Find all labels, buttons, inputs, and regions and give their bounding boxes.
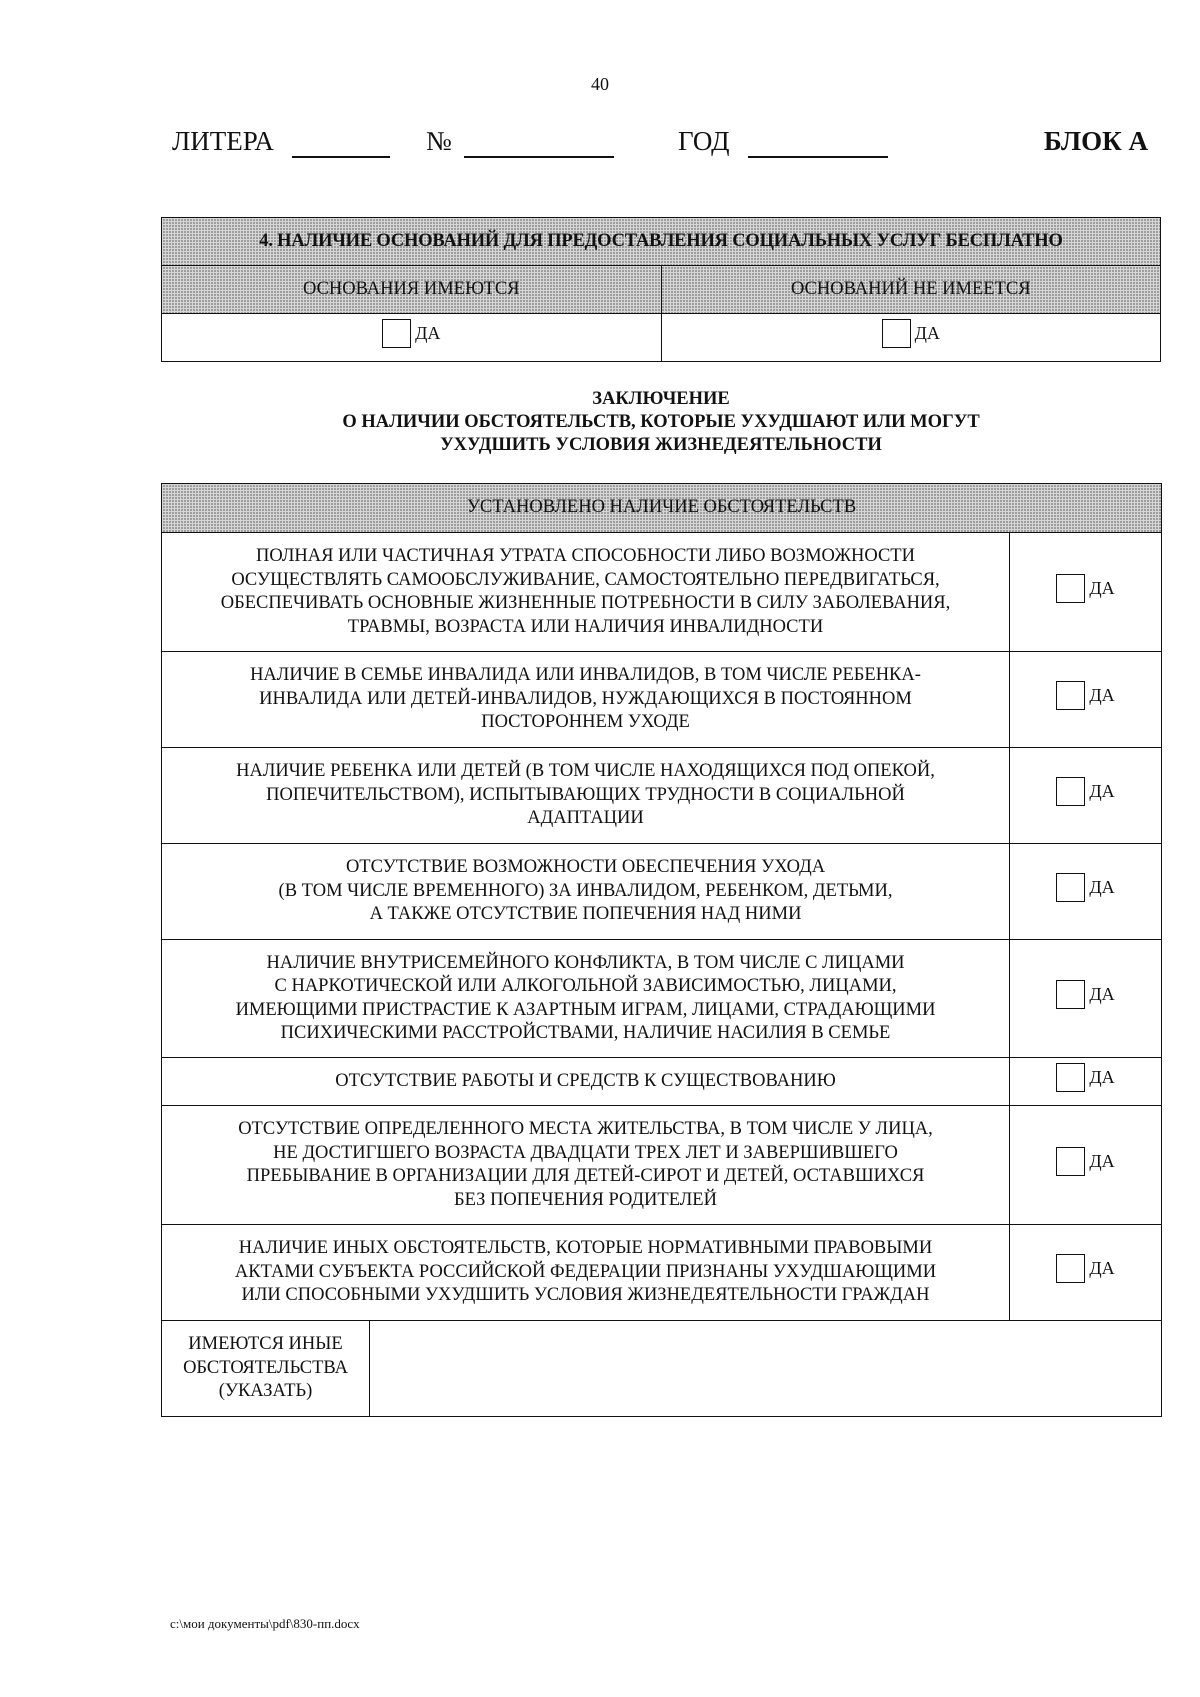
circumstance-checkbox[interactable] xyxy=(1056,574,1085,603)
text-line: С НАРКОТИЧЕСКОЙ ИЛИ АЛКОГОЛЬНОЙ ЗАВИСИМОСТЬЮ, ЛИЦАМИ, xyxy=(274,976,897,996)
text-line: ИМЕЮЩИМИ ПРИСТРАСТИЕ К АЗАРТНЫМ ИГРАМ, ЛИЦАМИ, СТРАДАЮЩИМИ xyxy=(235,999,936,1020)
yes-label: ДА xyxy=(1089,1150,1115,1171)
conclusion-line: УХУДШИТЬ УСЛОВИЯ ЖИЗНЕДЕЯТЕЛЬНОСТИ xyxy=(440,435,882,455)
litera-field[interactable] xyxy=(292,156,390,158)
text-line: БЕЗ ПОПЕЧЕНИЯ РОДИТЕЛЕЙ xyxy=(454,1189,717,1210)
text-line: АКТАМИ СУБЪЕКТА РОССИЙСКОЙ ФЕДЕРАЦИИ ПРИЗНАНЫ УХУДШАЮЩИМИ xyxy=(234,1261,937,1282)
circumstance-text xyxy=(162,1106,1010,1225)
circumstance-checkbox[interactable] xyxy=(1056,980,1085,1009)
footer-file-path: c:\мои документы\pdf\830-пп.docx xyxy=(170,1616,360,1631)
circumstance-text xyxy=(162,533,1010,652)
text-line: ПОСТОРОННЕМ УХОДЕ xyxy=(481,712,690,733)
circumstance-checkbox[interactable] xyxy=(1056,873,1085,902)
yes-label: ДА xyxy=(1089,781,1115,801)
circumstances-table xyxy=(161,483,1162,1417)
no-grounds-cell xyxy=(661,314,1161,362)
year-field[interactable] xyxy=(748,156,888,158)
table-row xyxy=(162,652,1162,748)
table-row xyxy=(162,844,1162,940)
year-label: ГОД xyxy=(678,126,730,156)
yes-label: ДА xyxy=(1089,577,1115,598)
yes-cell xyxy=(1010,533,1162,652)
text-line: ОБЕСПЕЧИВАТЬ ОСНОВНЫЕ ЖИЗНЕННЫЕ ПОТРЕБНОСТИ В СИЛУ ЗАБОЛЕВАНИЯ, xyxy=(220,593,951,613)
yes-label: ДА xyxy=(1089,1067,1115,1087)
circumstance-text xyxy=(162,1058,1010,1106)
circumstance-checkbox[interactable] xyxy=(1056,1147,1085,1176)
text-line: ПСИХИЧЕСКИМИ РАССТРОЙСТВАМИ, НАЛИЧИЕ НАСИЛИЯ В СЕМЬЕ xyxy=(280,1023,891,1043)
no-grounds-header: ОСНОВАНИЙ НЕ ИМЕЕТСЯ xyxy=(661,266,1161,314)
circumstance-checkbox[interactable] xyxy=(1056,681,1085,710)
number-field[interactable] xyxy=(464,156,614,158)
table-row xyxy=(162,1225,1162,1321)
conclusion-line: О НАЛИЧИИ ОБСТОЯТЕЛЬСТВ, КОТОРЫЕ УХУДШАЮТ ИЛИ МОГУТ xyxy=(342,412,980,432)
yes-cell xyxy=(1010,940,1162,1058)
circumstance-checkbox[interactable] xyxy=(1056,1063,1085,1092)
table-row xyxy=(162,1058,1162,1106)
yes-cell xyxy=(1010,1106,1162,1225)
table-row xyxy=(162,940,1162,1058)
page-number: 40 xyxy=(591,74,609,94)
text-line: НАЛИЧИЕ ВНУТРИСЕМЕЙНОГО КОНФЛИКТА, В ТОМ ЧИСЛЕ С ЛИЦАМИ xyxy=(266,952,905,973)
text-line: ОТСУТСТВИЕ ОПРЕДЕЛЕННОГО МЕСТА ЖИТЕЛЬСТВА, В ТОМ ЧИСЛЕ У ЛИЦА, xyxy=(238,1119,933,1139)
yes-label: ДА xyxy=(914,323,940,343)
yes-cell xyxy=(1010,1058,1162,1106)
yes-label: ДА xyxy=(1089,685,1115,705)
text-line: ИНВАЛИДА ИЛИ ДЕТЕЙ-ИНВАЛИДОВ, НУЖДАЮЩИХСЯ В ПОСТОЯННОМ xyxy=(259,688,912,709)
other-circumstances-label xyxy=(162,1321,370,1417)
conclusion-title xyxy=(0,388,1200,457)
text-line: (В ТОМ ЧИСЛЕ ВРЕМЕННОГО) ЗА ИНВАЛИДОМ, РЕБЕНКОМ, ДЕТЬМИ, xyxy=(278,880,893,901)
circumstance-text xyxy=(162,748,1010,844)
block-title: БЛОК А xyxy=(1043,126,1148,156)
text-line: НАЛИЧИЕ РЕБЕНКА ИЛИ ДЕТЕЙ (В ТОМ ЧИСЛЕ НАХОДЯЩИХСЯ ПОД ОПЕКОЙ, xyxy=(236,761,935,782)
yes-cell xyxy=(1010,1225,1162,1321)
circumstance-checkbox[interactable] xyxy=(1056,777,1085,806)
document-header xyxy=(172,126,1148,166)
text-line: ОТСУТСТВИЕ РАБОТЫ И СРЕДСТВ К СУЩЕСТВОВАНИЮ xyxy=(335,1070,836,1091)
conclusion-line: ЗАКЛЮЧЕНИЕ xyxy=(592,389,730,409)
table-row xyxy=(162,748,1162,844)
text-line: НАЛИЧИЕ В СЕМЬЕ ИНВАЛИДА ИЛИ ИНВАЛИДОВ, В ТОМ ЧИСЛЕ РЕБЕНКА- xyxy=(250,665,921,686)
no-grounds-checkbox[interactable] xyxy=(882,319,911,348)
number-label: № xyxy=(426,126,452,156)
free-services-table xyxy=(161,217,1161,362)
text-line: ОТСУТСТВИЕ ВОЗМОЖНОСТИ ОБЕСПЕЧЕНИЯ УХОДА xyxy=(345,857,826,878)
grounds-exist-checkbox[interactable] xyxy=(382,319,411,348)
text-line: (УКАЗАТЬ) xyxy=(218,1381,313,1402)
text-line: ПОЛНАЯ ИЛИ ЧАСТИЧНАЯ УТРАТА СПОСОБНОСТИ ЛИБО ВОЗМОЖНОСТИ xyxy=(256,546,915,566)
text-line: НАЛИЧИЕ ИНЫХ ОБСТОЯТЕЛЬСТВ, КОТОРЫЕ НОРМАТИВНЫМИ ПРАВОВЫМИ xyxy=(238,1238,933,1259)
yes-cell xyxy=(1010,652,1162,748)
text-line: НЕ ДОСТИГШЕГО ВОЗРАСТА ДВАДЦАТИ ТРЕХ ЛЕТ И ЗАВЕРШИВШЕГО xyxy=(273,1142,898,1163)
yes-label: ДА xyxy=(415,323,441,343)
grounds-exist-header: ОСНОВАНИЯ ИМЕЮТСЯ xyxy=(162,266,662,314)
circumstance-text xyxy=(162,844,1010,940)
other-circumstances-field[interactable] xyxy=(370,1321,1162,1417)
yes-cell xyxy=(1010,844,1162,940)
circumstances-heading: УСТАНОВЛЕНО НАЛИЧИЕ ОБСТОЯТЕЛЬСТВ xyxy=(162,484,1162,533)
text-line: ИМЕЮТСЯ ИНЫЕ xyxy=(188,1334,343,1355)
circumstance-text xyxy=(162,652,1010,748)
table-row xyxy=(162,1106,1162,1225)
yes-label: ДА xyxy=(1089,984,1115,1004)
circumstance-checkbox[interactable] xyxy=(1056,1254,1085,1283)
circumstance-text xyxy=(162,1225,1010,1321)
circumstance-text xyxy=(162,940,1010,1058)
text-line: ПОПЕЧИТЕЛЬСТВОМ), ИСПЫТЫВАЮЩИХ ТРУДНОСТИ В СОЦИАЛЬНОЙ xyxy=(266,784,905,805)
text-line: ОБСТОЯТЕЛЬСТВА xyxy=(183,1357,348,1378)
text-line: ИЛИ СПОСОБНЫМИ УХУДШИТЬ УСЛОВИЯ ЖИЗНЕДЕЯТЕЛЬНОСТИ ГРАЖДАН xyxy=(241,1285,930,1306)
text-line: ОСУЩЕСТВЛЯТЬ САМООБСЛУЖИВАНИЕ, САМОСТОЯТЕЛЬНО ПЕРЕДВИГАТЬСЯ, xyxy=(231,569,940,590)
grounds-exist-cell xyxy=(162,314,662,362)
section4-heading: 4. НАЛИЧИЕ ОСНОВАНИЙ ДЛЯ ПРЕДОСТАВЛЕНИЯ СОЦИАЛЬНЫХ УСЛУГ БЕСПЛАТНО xyxy=(162,218,1161,266)
text-line: АДАПТАЦИИ xyxy=(527,808,644,829)
text-line: ТРАВМЫ, ВОЗРАСТА ИЛИ НАЛИЧИЯ ИНВАЛИДНОСТИ xyxy=(347,616,824,637)
litera-label: ЛИТЕРА xyxy=(172,126,274,156)
yes-label: ДА xyxy=(1089,877,1115,897)
yes-cell xyxy=(1010,748,1162,844)
table-row xyxy=(162,1321,1162,1417)
text-line: А ТАКЖЕ ОТСУТСТВИЕ ПОПЕЧЕНИЯ НАД НИМИ xyxy=(369,904,802,925)
table-row xyxy=(162,533,1162,652)
text-line: ПРЕБЫВАНИЕ В ОРГАНИЗАЦИИ ДЛЯ ДЕТЕЙ-СИРОТ И ДЕТЕЙ, ОСТАВШИХСЯ xyxy=(246,1166,925,1186)
yes-label: ДА xyxy=(1089,1258,1115,1278)
